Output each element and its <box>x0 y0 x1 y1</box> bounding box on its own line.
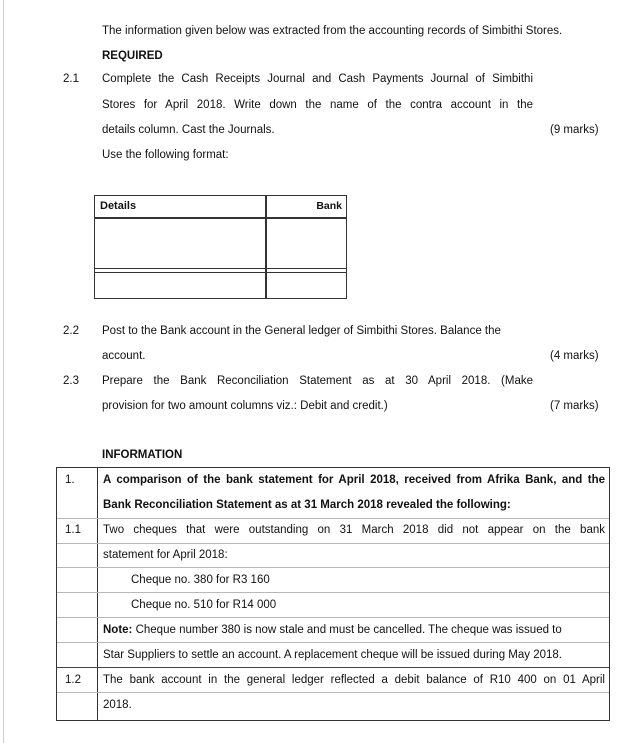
q2-2-marks: (4 marks) <box>550 350 599 362</box>
q2-1-number: 2.1 <box>63 73 79 85</box>
info-row-line <box>57 543 609 544</box>
q2-1-line1: Complete the Cash Receipts Journal and Cash Payments Journal of Simbithi <box>102 73 533 85</box>
info-row-line <box>57 592 609 593</box>
info-row-1-2-line1: The bank account in the general ledger reflected a debit balance of R10 400 on 01 April <box>103 674 605 686</box>
format-note: Use the following format: <box>102 149 229 161</box>
format-table-row-line <box>95 268 346 269</box>
note-line2: Star Suppliers to settle an account. A replacement cheque will be issued during May 2018. <box>103 649 562 661</box>
cheque-380: Cheque no. 380 for R3 160 <box>131 574 270 586</box>
page-edge <box>3 0 4 743</box>
q2-1-line2: Stores for April 2018. Write down the name of the contra account in the <box>102 99 533 111</box>
info-row-1-1-number: 1.1 <box>65 524 81 536</box>
info-row-1-2-number: 1.2 <box>65 674 81 686</box>
cheque-510: Cheque no. 510 for R14 000 <box>131 599 277 611</box>
intro-text: The information given below was extracted from the accounting records of Simbithi Stores. <box>102 25 563 37</box>
info-row-1-line1: A comparison of the bank statement for April 2018, received from Afrika Bank, and the <box>103 474 605 486</box>
info-row-1-1-line1: Two cheques that were outstanding on 31 March 2018 did not appear on the bank <box>103 524 605 536</box>
note-line1 <box>103 624 605 636</box>
info-row-1-line2: Bank Reconciliation Statement as at 31 March 2018 revealed the following: <box>103 499 511 511</box>
information-table <box>56 467 610 721</box>
info-row-line <box>57 518 609 519</box>
note-text: Cheque number 380 is now stale and must be cancelled. The cheque was issued to <box>132 624 562 636</box>
format-col-details: Details <box>100 200 137 212</box>
q2-1-line3: details column. Cast the Journals. <box>102 124 275 136</box>
info-row-line <box>57 667 609 668</box>
information-heading: INFORMATION <box>102 449 183 461</box>
q2-3-line1: Prepare the Bank Reconciliation Statement as at 30 April 2018. (Make <box>102 375 533 387</box>
format-table-row-line <box>95 272 346 273</box>
info-row-line <box>57 617 609 618</box>
info-row-1-1-line2: statement for April 2018: <box>103 549 228 561</box>
q2-3-number: 2.3 <box>63 375 79 387</box>
format-table-divider <box>265 196 267 298</box>
info-row-line <box>57 567 609 568</box>
q2-1-marks: (9 marks) <box>550 124 599 136</box>
q2-2-line2: account. <box>102 350 146 362</box>
q2-3-line2: provision for two amount columns viz.: Debit and credit.) <box>102 400 388 412</box>
info-row-1-number: 1. <box>65 474 75 486</box>
info-row-line <box>57 642 609 643</box>
format-col-bank: Bank <box>316 200 342 212</box>
note-label: Note: <box>103 624 133 636</box>
required-heading: REQUIRED <box>102 50 163 62</box>
q2-2-line1: Post to the Bank account in the General ledger of Simbithi Stores. Balance the <box>102 325 501 337</box>
info-table-divider <box>97 468 98 720</box>
format-table <box>94 195 347 299</box>
format-table-header-line <box>95 217 346 219</box>
q2-3-marks: (7 marks) <box>550 400 599 412</box>
q2-2-number: 2.2 <box>63 325 79 337</box>
info-row-line <box>57 692 609 693</box>
info-row-1-2-line2: 2018. <box>103 699 132 711</box>
